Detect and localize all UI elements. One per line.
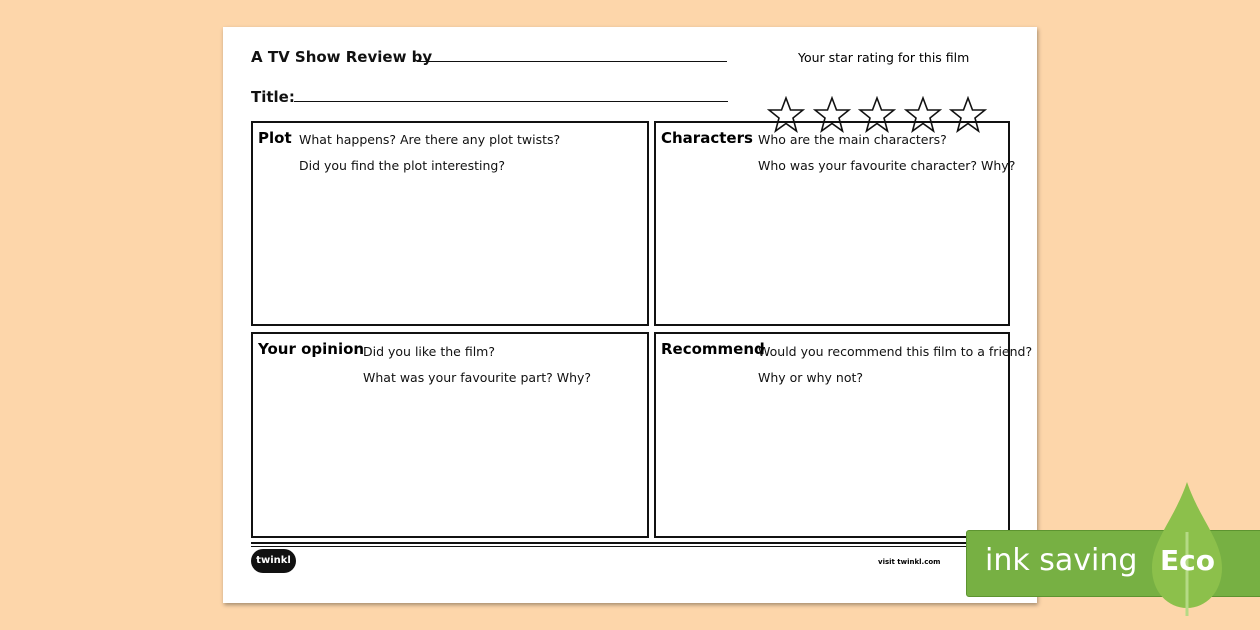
box-title: Characters <box>661 129 753 147</box>
box-question: Did you find the plot interesting? <box>299 158 505 173</box>
opinion-box[interactable] <box>251 332 649 538</box>
box-question: Why or why not? <box>758 370 864 385</box>
eco-text: Eco <box>1160 544 1215 577</box>
characters-box[interactable] <box>654 121 1016 326</box>
box-title: Plot <box>258 129 292 147</box>
box-question: What happens? Are there any plot twists? <box>299 132 561 147</box>
box-question: Who are the main characters? <box>758 132 947 147</box>
plot-box[interactable] <box>251 121 649 326</box>
box-question: What was your favourite part? Why? <box>363 370 592 385</box>
box-title: Recommend <box>661 340 765 358</box>
title-label: Title: <box>251 88 295 106</box>
title-line[interactable] <box>294 101 728 102</box>
reviewer-name-line[interactable] <box>417 61 727 62</box>
recommend-box[interactable] <box>654 332 1033 538</box>
footer-divider <box>251 542 1010 547</box>
box-question: Who was your favourite character? Why? <box>758 158 1016 173</box>
box-title: Your opinion <box>258 340 365 358</box>
review-by-label: A TV Show Review by <box>251 48 433 66</box>
twinkl-logo: twinkl <box>251 549 296 573</box>
worksheet-page <box>223 27 1037 603</box>
box-question: Would you recommend this film to a friend? <box>758 344 1033 359</box>
visit-link[interactable]: visit twinkl.com <box>878 558 941 566</box>
star-rating-label: Your star rating for this film <box>798 50 970 65</box>
box-question: Did you like the film? <box>363 344 495 359</box>
ink-saving-text: ink saving <box>985 543 1138 578</box>
